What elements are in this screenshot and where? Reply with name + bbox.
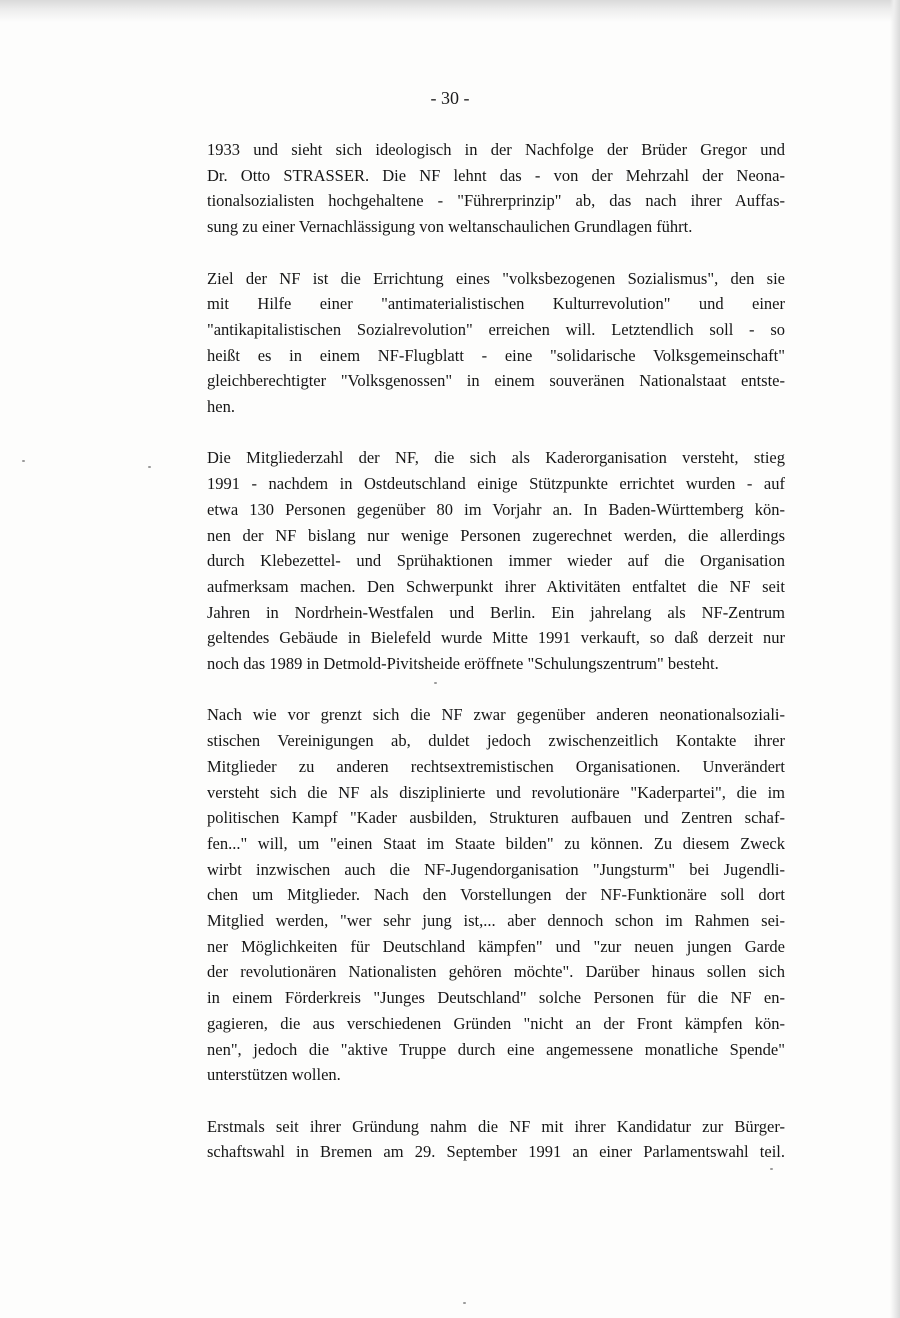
text-line: versteht sich die NF als disziplinierte und revolutionäre "Kaderpartei", die im bbox=[207, 782, 785, 802]
paragraph-ziel bbox=[207, 266, 785, 420]
text-line: schaftswahl in Bremen am 29. September 1991 an einer Parlamentswahl teil. bbox=[207, 1142, 785, 1162]
text-line: Mitglieder zu anderen rechtsextremistischen Organisationen. Unverändert bbox=[207, 756, 785, 776]
text-line: nen", jedoch die "aktive Truppe durch eine angemessene monatliche Spende" bbox=[207, 1039, 785, 1059]
text-line: chen um Mitglieder. Nach den Vorstellungen der NF-Funktionäre soll dort bbox=[207, 885, 785, 905]
text-line: sung zu einer Vernachlässigung von weltanschaulichen Grundlagen führt. bbox=[207, 217, 693, 237]
text-line: Nach wie vor grenzt sich die NF zwar gegenüber anderen neonationalsoziali- bbox=[207, 705, 785, 725]
text-line: in einem Förderkreis "Junges Deutschland" solche Personen für die NF en- bbox=[207, 988, 785, 1008]
text-line: der revolutionären Nationalisten gehören möchte". Darüber hinaus sollen sich bbox=[207, 962, 785, 982]
text-line: fen..." will, um "einen Staat im Staate bilden" zu können. Zu diesem Zweck bbox=[207, 833, 785, 853]
text-line: gleichberechtigter "Volksgenossen" in einem souveränen Nationalstaat entste- bbox=[207, 371, 785, 391]
text-line: nen der NF bislang nur wenige Personen zugerechnet werden, die allerdings bbox=[207, 525, 785, 545]
text-line: "antikapitalistischen Sozialrevolution" erreichen will. Letztendlich soll - so bbox=[207, 319, 785, 339]
text-line: politischen Kampf "Kader ausbilden, Strukturen aufbauen und Zentren schaf- bbox=[207, 808, 785, 828]
text-line: tionalsozialisten hochgehaltene - "Führerprinzip" ab, das nach ihrer Auffas- bbox=[207, 191, 785, 211]
text-line: Jahren in Nordrhein-Westfalen und Berlin. Ein jahrelang als NF-Zentrum bbox=[207, 602, 785, 622]
text-line: Ziel der NF ist die Errichtung eines "volksbezogenen Sozialismus", den sie bbox=[207, 268, 785, 288]
scan-speck bbox=[463, 1302, 466, 1304]
text-line: aufmerksam machen. Den Schwerpunkt ihrer Aktivitäten entfaltet die NF seit bbox=[207, 576, 785, 596]
text-line: Die Mitgliederzahl der NF, die sich als Kaderorganisation versteht, stieg bbox=[207, 448, 785, 468]
text-line: 1933 und sieht sich ideologisch in der Nachfolge der Brüder Gregor und bbox=[207, 140, 785, 159]
paragraph-mitgliederzahl bbox=[207, 445, 785, 676]
text-line: Mitglied werden, "wer sehr jung ist,... aber dennoch schon im Rahmen sei- bbox=[207, 911, 785, 931]
scan-edge-right bbox=[890, 0, 900, 1318]
text-line: 1991 - nachdem in Ostdeutschland einige Stützpunkte errichtet wurden - auf bbox=[207, 474, 785, 494]
text-line: gagieren, die aus verschiedenen Gründen "nicht an der Front kämpfen kön- bbox=[207, 1013, 785, 1033]
paragraph-abgrenzung bbox=[207, 702, 785, 1088]
paragraph-strasser bbox=[207, 137, 785, 240]
scan-edge-top bbox=[0, 0, 900, 22]
text-line: noch das 1989 in Detmold-Pivitsheide eröffnete "Schulungszentrum" besteht. bbox=[207, 654, 719, 674]
body-text bbox=[207, 137, 785, 1191]
text-line: durch Klebezettel- und Sprühaktionen immer wieder auf die Organisation bbox=[207, 551, 785, 571]
text-line: unterstützen wollen. bbox=[207, 1065, 341, 1085]
text-line: ner Möglichkeiten für Deutschland kämpfen" und "zur neuen jungen Garde bbox=[207, 936, 785, 956]
paragraph-wahl bbox=[207, 1114, 785, 1165]
text-line: wirbt inzwischen auch die NF-Jugendorganisation "Jungsturm" bei Jugendli- bbox=[207, 859, 785, 879]
text-line: Erstmals seit ihrer Gründung nahm die NF mit ihrer Kandidatur zur Bürger- bbox=[207, 1116, 785, 1136]
text-line: geltendes Gebäude in Bielefeld wurde Mitte 1991 verkauft, so daß derzeit nur bbox=[207, 628, 785, 648]
text-line: etwa 130 Personen gegenüber 80 im Vorjahr an. In Baden-Württemberg kön- bbox=[207, 499, 785, 519]
page-number: - 30 - bbox=[430, 88, 470, 108]
scan-speck bbox=[148, 466, 151, 468]
text-line: mit Hilfe einer "antimaterialistischen Kulturrevolution" und einer bbox=[207, 294, 785, 314]
scan-speck bbox=[22, 460, 25, 462]
text-line: Dr. Otto STRASSER. Die NF lehnt das - von der Mehrzahl der Neona- bbox=[207, 165, 785, 185]
text-line: stischen Vereinigungen ab, duldet jedoch zwischenzeitlich Kontakte ihrer bbox=[207, 731, 785, 751]
text-line: heißt es in einem NF-Flugblatt - eine "solidarische Volksgemeinschaft" bbox=[207, 345, 785, 365]
text-line: hen. bbox=[207, 397, 235, 417]
